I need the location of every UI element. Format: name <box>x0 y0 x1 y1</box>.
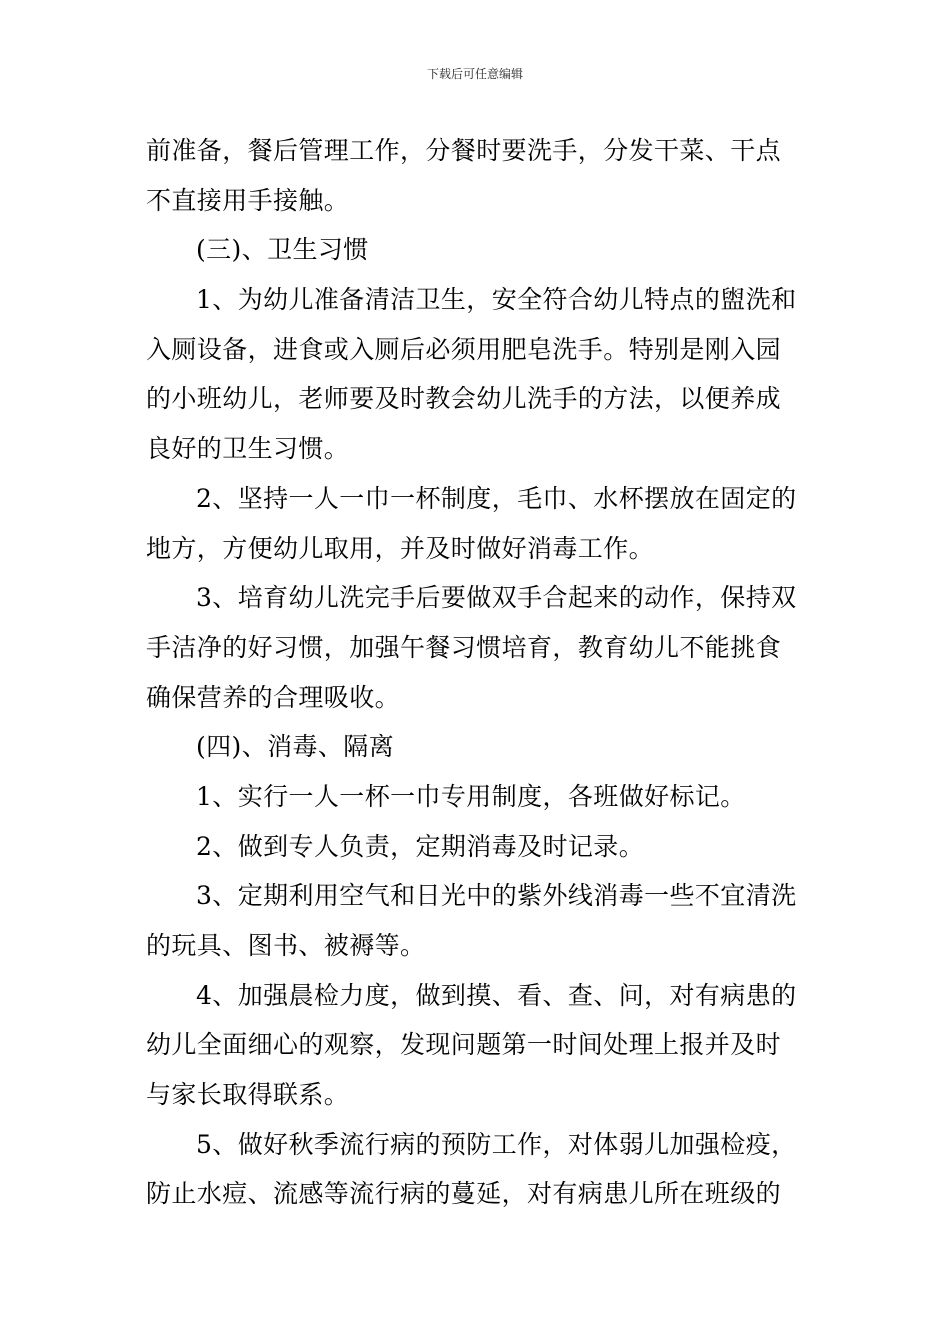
text-line: (三)、卫生习惯 <box>196 235 369 265</box>
text-line: 不直接用手接触。 <box>146 185 350 215</box>
text-line: 防止水痘、流感等流行病的蔓延，对有病患儿所在班级的 <box>146 1179 782 1209</box>
text-line: 3、培育幼儿洗完手后要做双手合起来的动作，保持双 <box>196 583 797 613</box>
text-line: 的玩具、图书、被褥等。 <box>146 931 426 960</box>
page-header: 下载后可任意编辑 <box>426 67 523 81</box>
text-line: 5、做好秋季流行病的预防工作，对体弱儿加强检疫， <box>196 1129 797 1159</box>
text-line: 2、坚持一人一巾一杯制度，毛巾、水杯摆放在固定的 <box>196 483 797 513</box>
text-line: 良好的卫生习惯。 <box>146 434 350 464</box>
text-line: 幼儿全面细心的观察，发现问题第一时间处理上报并及时 <box>146 1030 782 1060</box>
text-line: 前准备，餐后管理工作，分餐时要洗手，分发干菜、干点 <box>146 136 782 165</box>
text-line: 与家长取得联系。 <box>146 1080 350 1110</box>
text-line: 地方，方便幼儿取用，并及时做好消毒工作。 <box>146 533 655 563</box>
text-line: 1、为幼儿准备清洁卫生，安全符合幼儿特点的盥洗和 <box>196 285 797 315</box>
text-line: 3、定期利用空气和日光中的紫外线消毒一些不宜清洗 <box>196 881 797 911</box>
text-line: 2、做到专人负责，定期消毒及时记录。 <box>196 831 645 861</box>
text-line: 4、加强晨检力度，做到摸、看、查、问，对有病患的 <box>196 980 797 1010</box>
text-line: 的小班幼儿，老师要及时教会幼儿洗手的方法，以便养成 <box>146 384 782 414</box>
text-line: 入厕设备，进食或入厕后必须用肥皂洗手。特别是刚入园 <box>146 334 782 364</box>
text-line: 1、实行一人一杯一巾专用制度，各班做好标记。 <box>196 781 746 811</box>
text-line: 手洁净的好习惯，加强午餐习惯培育，教育幼儿不能挑食 <box>146 632 782 662</box>
text-line: 确保营养的合理吸收。 <box>146 682 401 712</box>
document-body <box>146 126 810 1219</box>
text-line: (四)、消毒、隔离 <box>196 732 395 762</box>
